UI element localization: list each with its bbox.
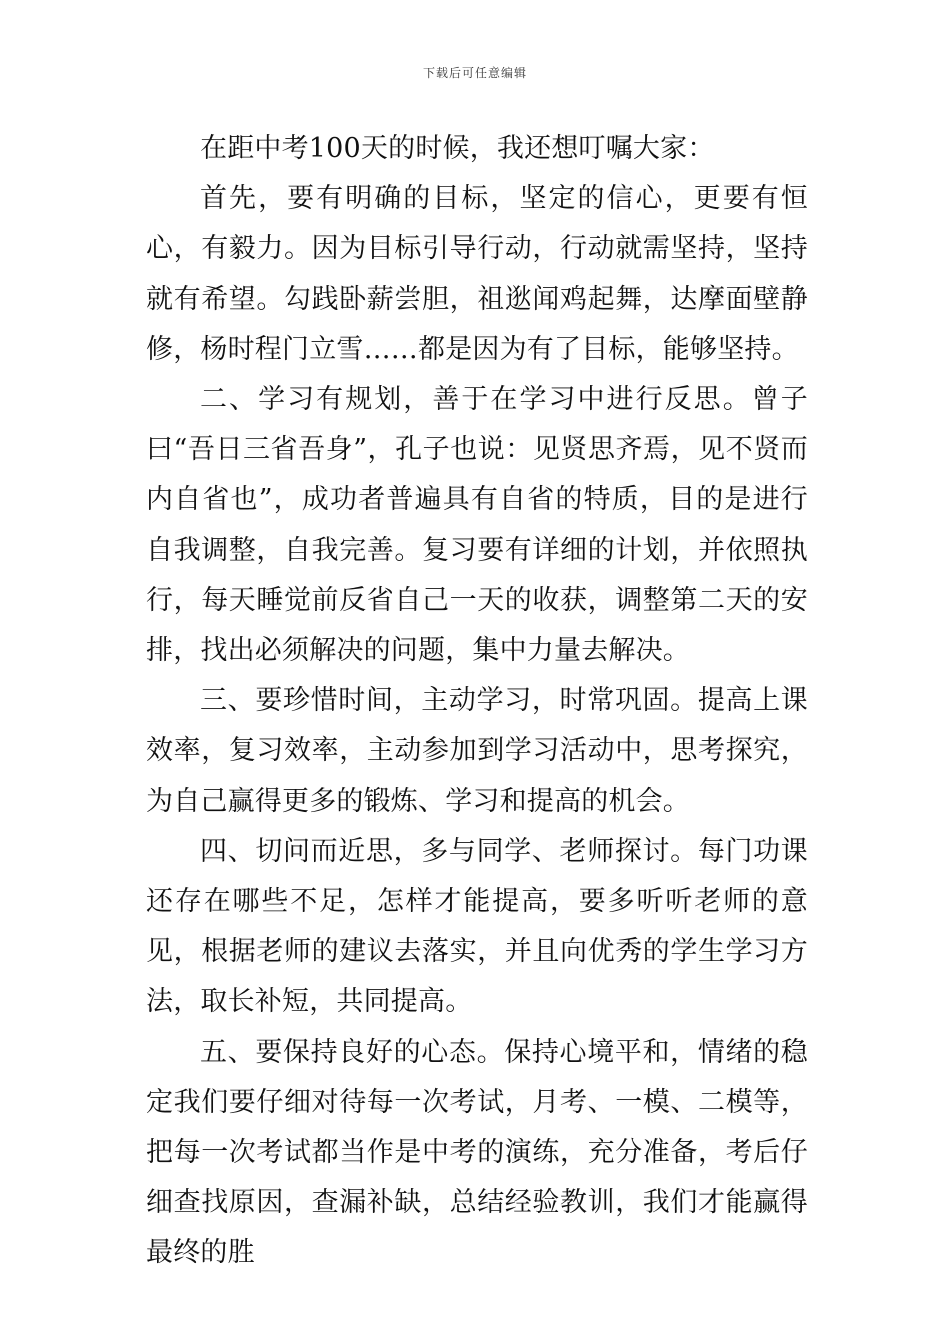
page-header-note: 下载后可任意编辑 [422,66,527,80]
paragraph-goals: 首先，要有明确的目标，坚定的信心，更要有恒心，有毅力。因为目标引导行动，行动就需坚持，坚持就有希望。勾践卧薪尝胆，祖逖闻鸡起舞，达摩面壁静修，杨时程门立雪……都是因为有了目标，能够坚持。 [146,183,808,365]
paragraph-mindset: 五、要保持良好的心态。保持心境平和，情绪的稳定我们要仔细对待每一次考试，月考、一模、二模等，把每一次考试都当作是中考的演练，充分准备，考后仔细查找原因，查漏补缺，总结经验教训，我们才能赢得最终的胜 [146,1036,808,1269]
paragraph-reflection: 二、学习有规划，善于在学习中进行反思。曾子曰“吾日三省吾身”，孔子也说：见贤思齐焉，见不贤而内自省也”，成功者普遍具有自省的特质，目的是进行自我调整，自我完善。复习要有详细的计划，并依照执行，每天睡觉前反省自己一天的收获，调整第二天的安排，找出必须解决的问题，集中力量去解决。 [146,384,808,667]
paragraph-intro: 在距中考100天的时候，我还想叮嘱大家： [200,133,715,164]
paragraph-discussion: 四、切问而近思，多与同学、老师探讨。每门功课还存在哪些不足，怎样才能提高，要多听听老师的意见，根据老师的建议去落实，并且向优秀的学生学习方法，取长补短，共同提高。 [146,835,808,1018]
document-body [146,124,808,1279]
paragraph-time: 三、要珍惜时间，主动学习，时常巩固。提高上课效率，复习效率，主动参加到学习活动中，思考探究，为自己赢得更多的锻炼、学习和提高的机会。 [146,685,808,817]
